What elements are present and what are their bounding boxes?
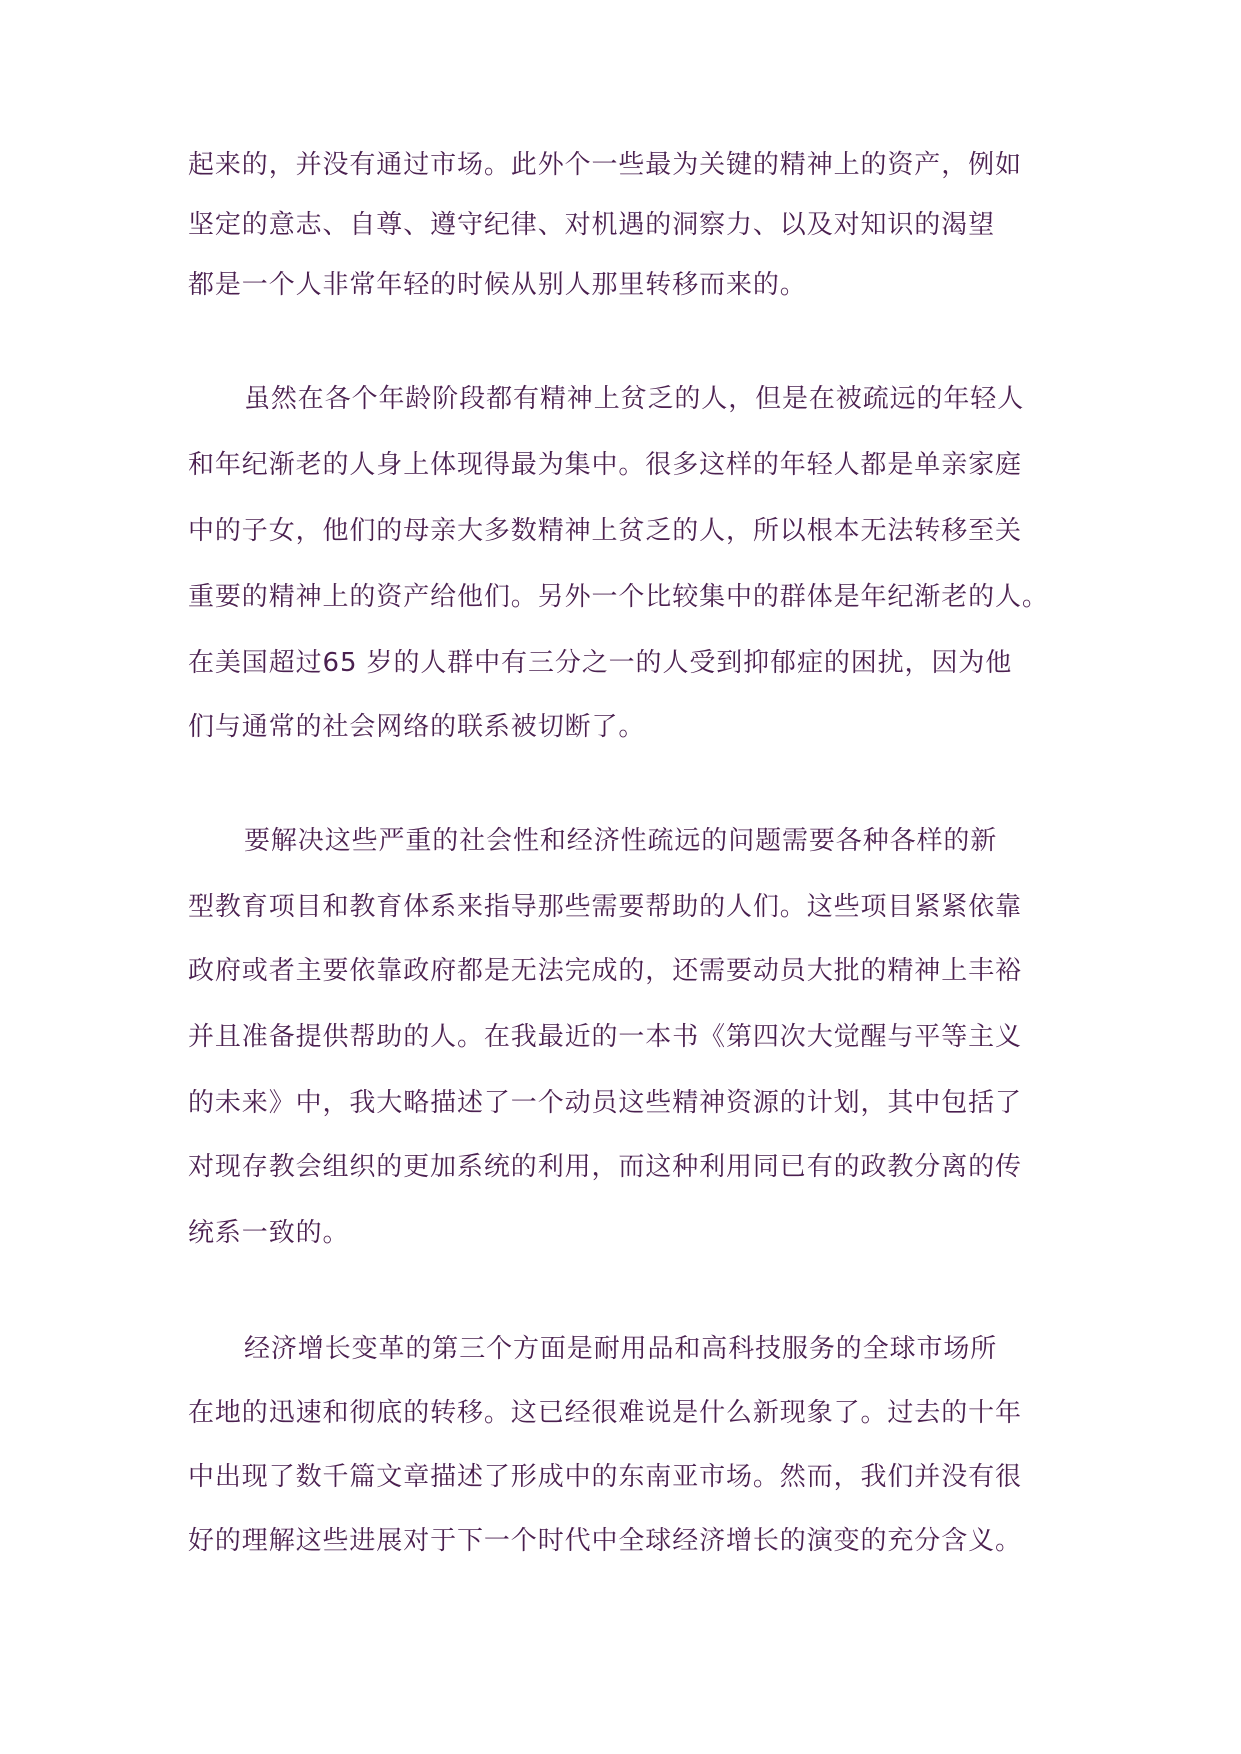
paragraph-2-line-4: 重要的精神上的资产给他们。另外一个比较集中的群体是年纪渐老的人。 <box>188 582 1049 612</box>
paragraph-4-line-2: 在地的迅速和彻底的转移。这已经很难说是什么新现象了。过去的十年 <box>188 1398 1022 1428</box>
paragraph-3-line-3: 政府或者主要依靠政府都是无法完成的，还需要动员大批的精神上丰裕 <box>188 956 1022 986</box>
paragraph-2-line-5: 在美国超过65 岁的人群中有三分之一的人受到抑郁症的困扰，因为他 <box>188 648 1013 678</box>
paragraph-3-line-4: 并且准备提供帮助的人。在我最近的一本书《第四次大觉醒与平等主义 <box>188 1022 1022 1052</box>
paragraph-4-line-1: 经济增长变革的第三个方面是耐用品和高科技服务的全球市场所 <box>244 1334 998 1364</box>
paragraph-3-line-7: 统系一致的。 <box>188 1218 350 1248</box>
paragraph-4-line-3: 中出现了数千篇文章描述了形成中的东南亚市场。然而，我们并没有很 <box>188 1462 1022 1492</box>
paragraph-1-line-3: 都是一个人非常年轻的时候从别人那里转移而来的。 <box>188 270 807 300</box>
paragraph-1-line-2: 坚定的意志、自尊、遵守纪律、对机遇的洞察力、以及对知识的渴望 <box>188 210 996 240</box>
paragraph-4-line-4: 好的理解这些进展对于下一个时代中全球经济增长的演变的充分含义。 <box>188 1526 1022 1556</box>
paragraph-3-line-5: 的未来》中，我大略描述了一个动员这些精神资源的计划，其中包括了 <box>188 1088 1022 1118</box>
paragraph-2-line-2: 和年纪渐老的人身上体现得最为集中。很多这样的年轻人都是单亲家庭 <box>188 450 1022 480</box>
paragraph-3-line-6: 对现存教会组织的更加系统的利用，而这种利用同已有的政教分离的传 <box>188 1152 1022 1182</box>
paragraph-1-line-1: 起来的，并没有通过市场。此外个一些最为关键的精神上的资产，例如 <box>188 150 1022 180</box>
paragraph-3-line-1: 要解决这些严重的社会性和经济性疏远的问题需要各种各样的新 <box>244 826 998 856</box>
paragraph-2-line-1: 虽然在各个年龄阶段都有精神上贫乏的人，但是在被疏远的年轻人 <box>244 384 1025 414</box>
paragraph-3-line-2: 型教育项目和教育体系来指导那些需要帮助的人们。这些项目紧紧依靠 <box>188 892 1022 922</box>
paragraph-2-line-6: 们与通常的社会网络的联系被切断了。 <box>188 712 646 742</box>
paragraph-2-line-3: 中的子女，他们的母亲大多数精神上贫乏的人，所以根本无法转移至关 <box>188 516 1022 546</box>
